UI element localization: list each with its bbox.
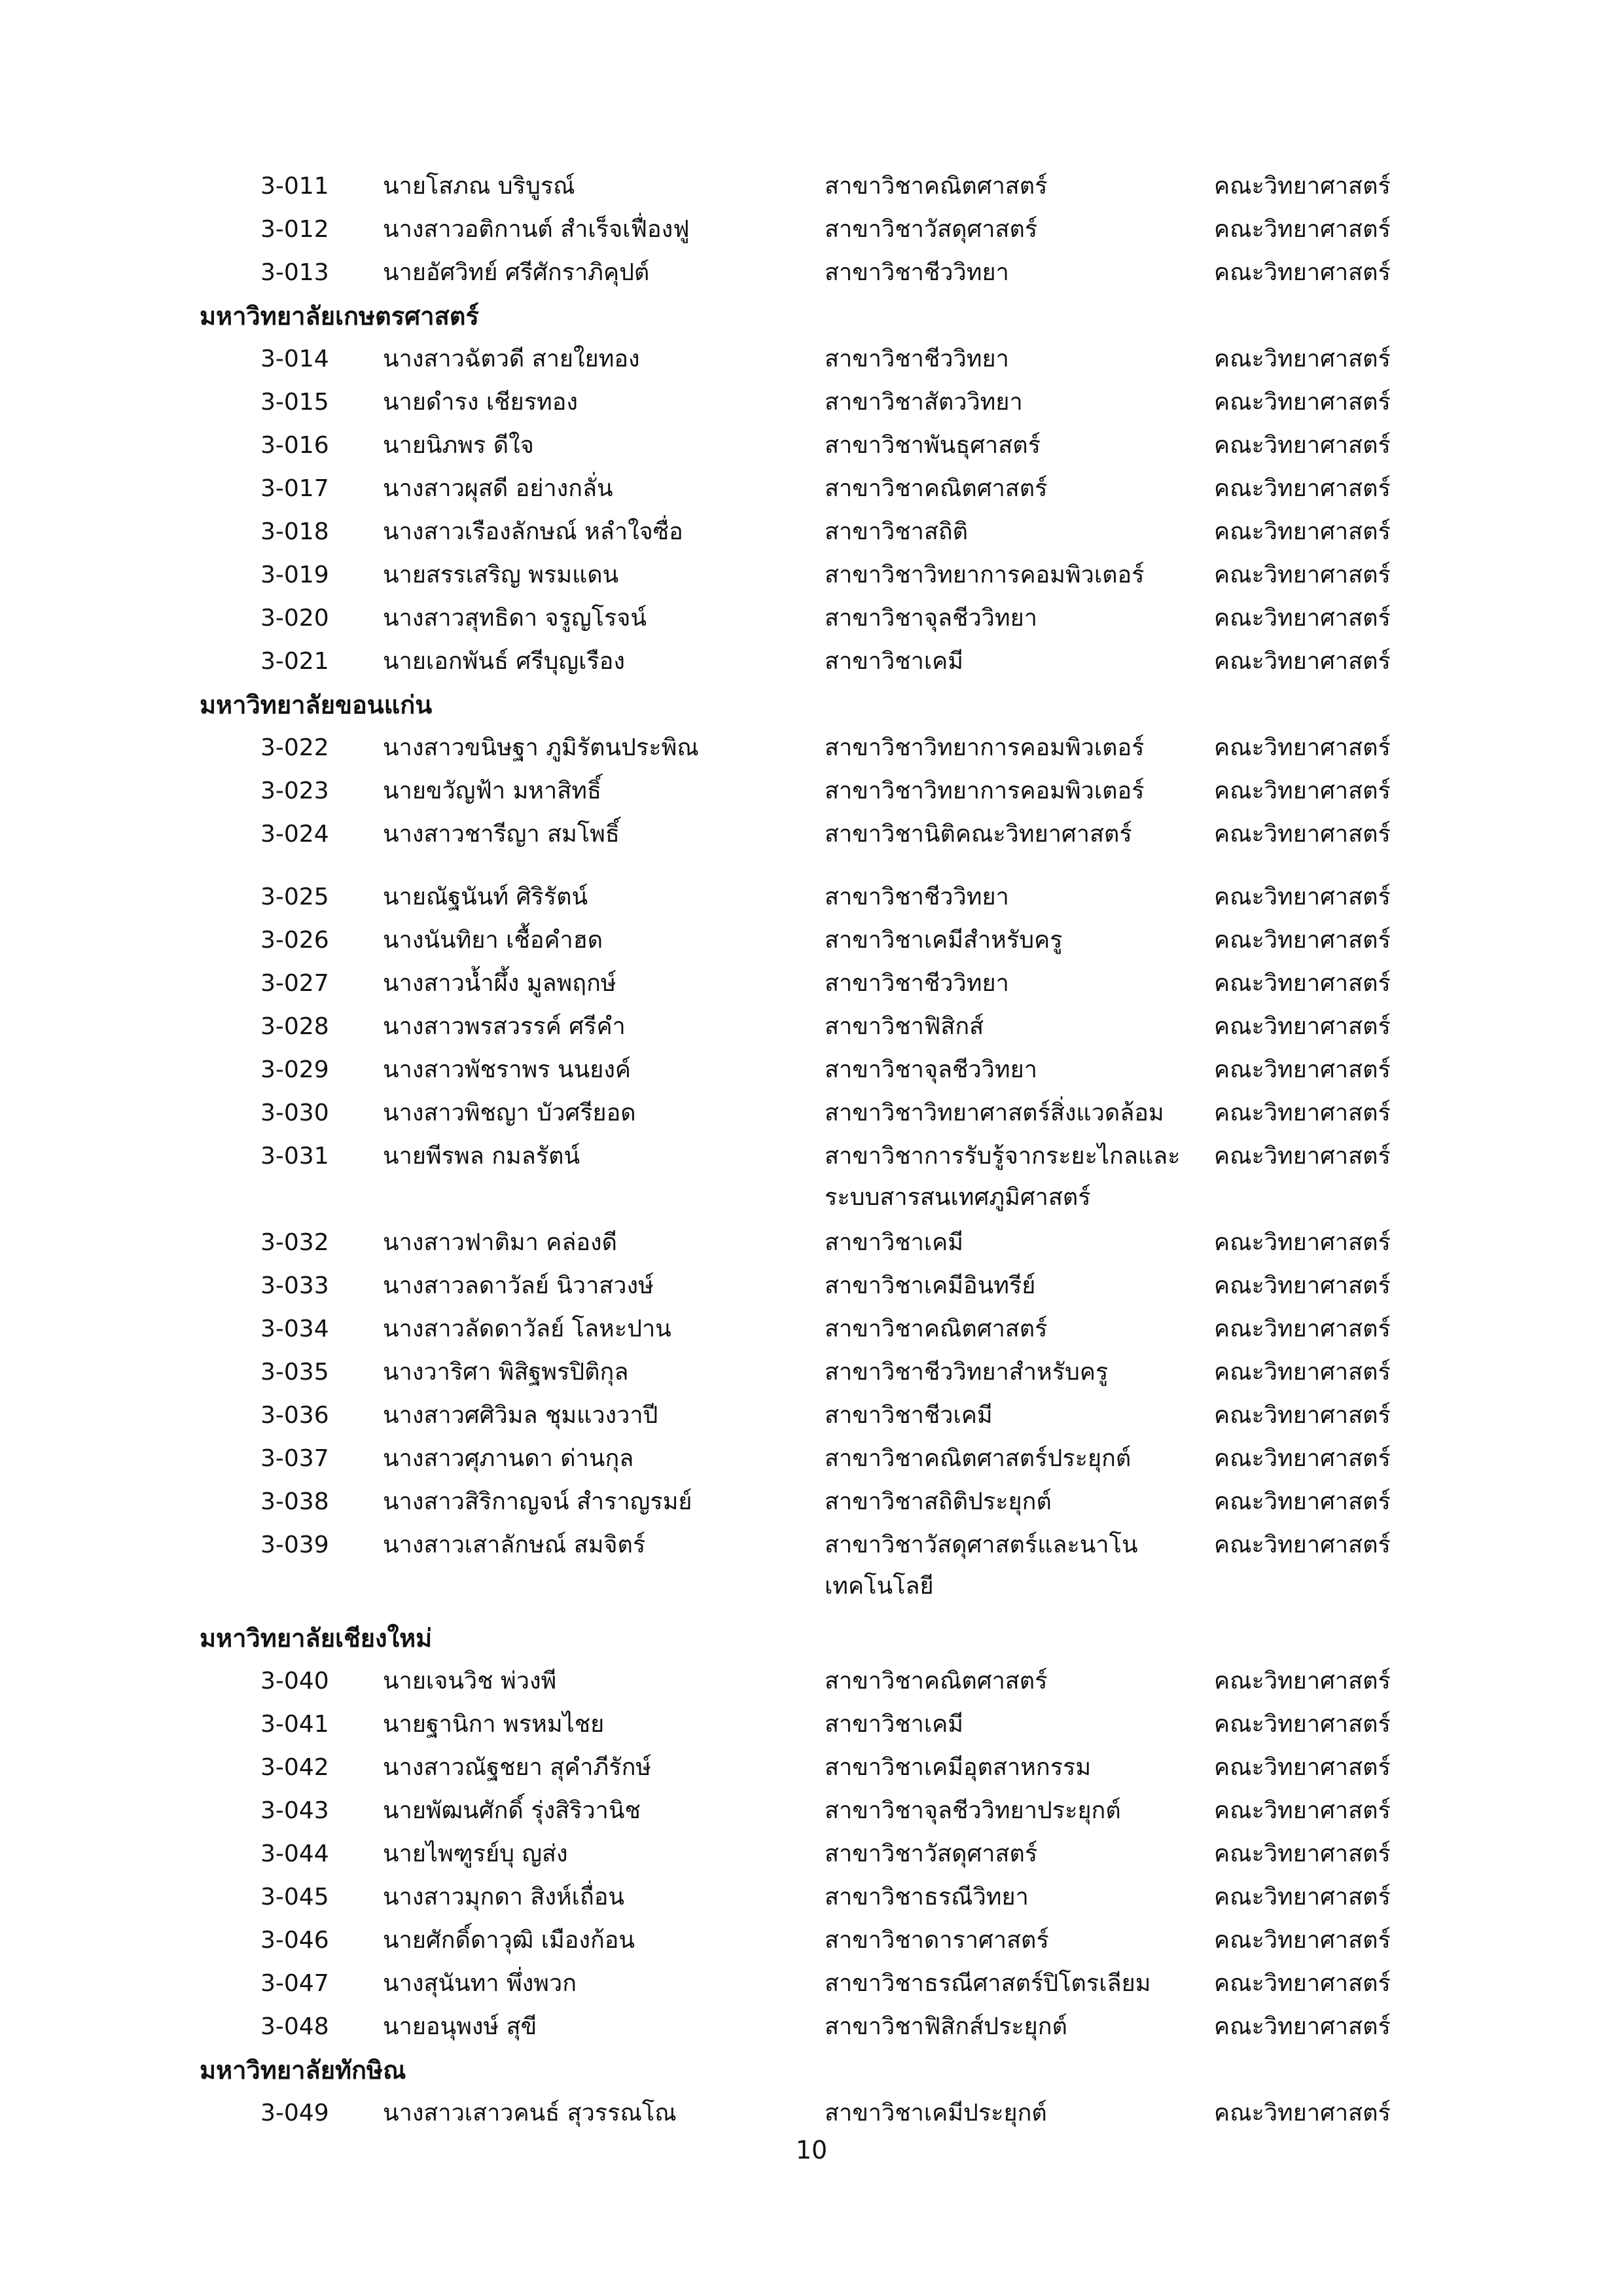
candidate-code: 3-023 bbox=[260, 778, 329, 804]
page-number: 10 bbox=[795, 2136, 828, 2164]
candidate-name: นายเอกพันธ์ ศรีบุญเรือง bbox=[383, 648, 625, 675]
faculty-name: คณะวิทยาศาสตร์ bbox=[1214, 1797, 1391, 1824]
candidate-code: 3-014 bbox=[260, 346, 329, 372]
candidate-name: นางสาวอติกานต์ สำเร็จเฟื่องฟู bbox=[383, 216, 690, 243]
university-heading: มหาวิทยาลัยทักษิณ bbox=[200, 2056, 406, 2085]
candidate-code: 3-039 bbox=[260, 1532, 329, 1558]
candidate-code: 3-030 bbox=[260, 1100, 329, 1126]
major-line-2: เทคโนโลยี bbox=[825, 1573, 934, 1600]
major-field bbox=[825, 921, 1063, 960]
candidate-code: 3-047 bbox=[260, 1970, 329, 1997]
candidate-code: 3-045 bbox=[260, 1884, 329, 1910]
candidate-code: 3-020 bbox=[260, 605, 329, 632]
roster-row bbox=[0, 1223, 1623, 1263]
roster-row bbox=[0, 1921, 1623, 1960]
candidate-name: นายฐานิกา พรหมไชย bbox=[383, 1711, 605, 1738]
faculty-name: คณะวิทยาศาสตร์ bbox=[1214, 821, 1391, 848]
major-line-1: สาขาวิชาชีววิทยา bbox=[825, 259, 1009, 286]
major-field bbox=[825, 1353, 1108, 1392]
candidate-code: 3-026 bbox=[260, 927, 329, 954]
candidate-name: นางสาวเสาวคนธ์ สุวรรณโณ bbox=[383, 2100, 677, 2126]
roster-row bbox=[0, 1094, 1623, 1133]
candidate-name: นางสาวผุสดี อย่างกลั่น bbox=[383, 475, 613, 502]
university-heading: มหาวิทยาลัยขอนแก่น bbox=[200, 691, 433, 719]
roster-row bbox=[0, 469, 1623, 509]
major-line-1: สาขาวิชาสถิติประยุกต์ bbox=[825, 1488, 1052, 1515]
major-line-1: สาขาวิชาเคมีอุตสาหกรรม bbox=[825, 1754, 1092, 1781]
major-line-1: สาขาวิชาดาราศาสตร์ bbox=[825, 1927, 1049, 1954]
faculty-name: คณะวิทยาศาสตร์ bbox=[1214, 1711, 1391, 1738]
faculty-name: คณะวิทยาศาสตร์ bbox=[1214, 2100, 1391, 2126]
major-field bbox=[825, 1094, 1164, 1133]
candidate-code: 3-025 bbox=[260, 884, 329, 910]
candidate-code: 3-017 bbox=[260, 475, 329, 502]
candidate-name: นายดำรง เชียรทอง bbox=[383, 389, 578, 416]
faculty-name: คณะวิทยาศาสตร์ bbox=[1214, 1229, 1391, 1256]
major-field bbox=[825, 2007, 1067, 2047]
major-line-1: สาขาวิชานิติคณะวิทยาศาสตร์ bbox=[825, 821, 1132, 848]
candidate-code: 3-046 bbox=[260, 1927, 329, 1954]
major-field bbox=[825, 1835, 1037, 1874]
roster-row bbox=[0, 556, 1623, 595]
candidate-name: นางสาวชารีญา สมโพธิ์ bbox=[383, 821, 620, 848]
candidate-code: 3-034 bbox=[260, 1316, 329, 1342]
candidate-name: นางสาวฉัตวดี สายใยทอง bbox=[383, 346, 640, 372]
candidate-code: 3-035 bbox=[260, 1359, 329, 1386]
major-line-1: สาขาวิชาเคมี bbox=[825, 648, 963, 675]
major-field bbox=[825, 469, 1048, 509]
roster-row bbox=[0, 1396, 1623, 1435]
major-field bbox=[825, 1223, 963, 1263]
roster-row bbox=[0, 383, 1623, 422]
candidate-name: นางนันทิยา เชื้อคำฮด bbox=[383, 927, 603, 954]
faculty-name: คณะวิทยาศาสตร์ bbox=[1214, 389, 1391, 416]
major-line-1: สาขาวิชาฟิสิกส์ bbox=[825, 1013, 984, 1040]
candidate-code: 3-036 bbox=[260, 1402, 329, 1429]
major-line-1: สาขาวิชาสถิติ bbox=[825, 518, 969, 545]
faculty-name: คณะวิทยาศาสตร์ bbox=[1214, 1840, 1391, 1867]
major-line-1: สาขาวิชาเคมีสำหรับครู bbox=[825, 927, 1063, 954]
candidate-code: 3-038 bbox=[260, 1488, 329, 1515]
roster-row bbox=[0, 1310, 1623, 1349]
roster-row bbox=[0, 1007, 1623, 1047]
major-field bbox=[825, 556, 1145, 595]
faculty-name: คณะวิทยาศาสตร์ bbox=[1214, 1013, 1391, 1040]
major-field bbox=[825, 253, 1009, 293]
roster-row bbox=[0, 1353, 1623, 1392]
roster-row bbox=[0, 599, 1623, 638]
faculty-name: คณะวิทยาศาสตร์ bbox=[1214, 518, 1391, 545]
major-field bbox=[825, 1266, 1035, 1306]
candidate-code: 3-049 bbox=[260, 2100, 329, 2126]
major-field bbox=[825, 772, 1145, 811]
candidate-code: 3-011 bbox=[260, 173, 329, 200]
faculty-name: คณะวิทยาศาสตร์ bbox=[1214, 970, 1391, 997]
faculty-name: คณะวิทยาศาสตร์ bbox=[1214, 216, 1391, 243]
candidate-code: 3-027 bbox=[260, 970, 329, 997]
candidate-name: นางสาวพัชราพร นนยงค์ bbox=[383, 1056, 632, 1083]
roster-row bbox=[0, 1705, 1623, 1744]
major-line-1: สาขาวิชาการรับรู้จากระยะไกลและ bbox=[825, 1143, 1181, 1170]
candidate-name: นายอนุพงษ์ สุขี bbox=[383, 2013, 537, 2040]
candidate-name: นายอัศวิทย์ ศรีศักราภิคุปต์ bbox=[383, 259, 650, 286]
major-field bbox=[825, 1396, 993, 1435]
major-line-1: สาขาวิชาวิทยาการคอมพิวเตอร์ bbox=[825, 562, 1145, 588]
major-line-1: สาขาวิชาพันธุศาสตร์ bbox=[825, 432, 1041, 459]
roster-row bbox=[0, 167, 1623, 206]
candidate-code: 3-043 bbox=[260, 1797, 329, 1824]
faculty-name: คณะวิทยาศาสตร์ bbox=[1214, 734, 1391, 761]
major-line-1: สาขาวิชาวัสดุศาสตร์และนาโน bbox=[825, 1532, 1138, 1558]
faculty-name: คณะวิทยาศาสตร์ bbox=[1214, 1143, 1391, 1170]
major-line-1: สาขาวิชาคณิตศาสตร์ bbox=[825, 1316, 1048, 1342]
major-line-1: สาขาวิชาคณิตศาสตร์ bbox=[825, 1668, 1048, 1695]
faculty-name: คณะวิทยาศาสตร์ bbox=[1214, 562, 1391, 588]
roster-row bbox=[0, 2007, 1623, 2047]
candidate-code: 3-040 bbox=[260, 1668, 329, 1695]
roster-row bbox=[0, 1482, 1623, 1522]
major-line-1: สาขาวิชาชีววิทยา bbox=[825, 970, 1009, 997]
major-field bbox=[825, 1748, 1091, 1787]
major-field bbox=[825, 1310, 1048, 1349]
major-field bbox=[825, 1964, 1150, 2003]
candidate-code: 3-033 bbox=[260, 1272, 329, 1299]
candidate-code: 3-041 bbox=[260, 1711, 329, 1738]
candidate-name: นางสาวฟาติมา คล่องดี bbox=[383, 1229, 617, 1256]
candidate-code: 3-048 bbox=[260, 2013, 329, 2040]
major-field bbox=[825, 1705, 963, 1744]
university-heading: มหาวิทยาลัยเชียงใหม่ bbox=[200, 1624, 433, 1653]
candidate-code: 3-024 bbox=[260, 821, 329, 848]
candidate-name: นายณัฐนันท์ ศิริรัตน์ bbox=[383, 884, 588, 910]
roster-row bbox=[0, 1662, 1623, 1701]
roster-row bbox=[0, 1526, 1623, 1600]
faculty-name: คณะวิทยาศาสตร์ bbox=[1214, 648, 1391, 675]
roster-row bbox=[0, 512, 1623, 552]
faculty-name: คณะวิทยาศาสตร์ bbox=[1214, 475, 1391, 502]
major-line-1: สาขาวิชาชีววิทยา bbox=[825, 884, 1009, 910]
candidate-code: 3-028 bbox=[260, 1013, 329, 1040]
major-line-1: สาขาวิชาเคมี bbox=[825, 1711, 963, 1738]
faculty-name: คณะวิทยาศาสตร์ bbox=[1214, 1445, 1391, 1472]
roster-row bbox=[0, 253, 1623, 293]
candidate-name: นางสาวน้ำผึ้ง มูลพฤกษ์ bbox=[383, 970, 616, 997]
faculty-name: คณะวิทยาศาสตร์ bbox=[1214, 1272, 1391, 1299]
roster-row bbox=[0, 2094, 1623, 2133]
candidate-code: 3-022 bbox=[260, 734, 329, 761]
roster-row bbox=[0, 1050, 1623, 1090]
roster-row bbox=[0, 1791, 1623, 1831]
candidate-name: นายโสภณ บริบูรณ์ bbox=[383, 173, 575, 200]
faculty-name: คณะวิทยาศาสตร์ bbox=[1214, 173, 1391, 200]
major-line-1: สาขาวิชาฟิสิกส์ประยุกต์ bbox=[825, 2013, 1067, 2040]
roster-row bbox=[0, 728, 1623, 768]
candidate-name: นายเจนวิช พ่วงพี bbox=[383, 1668, 557, 1695]
major-line-1: สาขาวิชาวัสดุศาสตร์ bbox=[825, 216, 1038, 243]
candidate-name: นายสรรเสริญ พรมแดน bbox=[383, 562, 619, 588]
roster-row bbox=[0, 1137, 1623, 1211]
major-field bbox=[825, 1050, 1037, 1090]
faculty-name: คณะวิทยาศาสตร์ bbox=[1214, 1927, 1391, 1954]
major-line-1: สาขาวิชาธรณีวิทยา bbox=[825, 1884, 1029, 1910]
candidate-name: นายนิภพร ดีใจ bbox=[383, 432, 534, 459]
candidate-name: นางสาวศุภานดา ด่านกุล bbox=[383, 1445, 634, 1472]
major-field bbox=[825, 426, 1041, 465]
major-line-1: สาขาวิชาเคมีประยุกต์ bbox=[825, 2100, 1047, 2126]
roster-row bbox=[0, 1964, 1623, 2003]
major-line-1: สาขาวิชาวิทยาการคอมพิวเตอร์ bbox=[825, 778, 1145, 804]
major-field bbox=[825, 1137, 1181, 1219]
candidate-name: นางสาวลดาวัลย์ นิวาสวงษ์ bbox=[383, 1272, 654, 1299]
major-field bbox=[825, 815, 1132, 854]
candidate-code: 3-021 bbox=[260, 648, 329, 675]
roster-row bbox=[0, 1835, 1623, 1874]
major-line-1: สาขาวิชาชีวเคมี bbox=[825, 1402, 993, 1429]
candidate-name: นางสาวลัดดาวัลย์ โลหะปาน bbox=[383, 1316, 671, 1342]
roster-row bbox=[0, 1878, 1623, 1917]
candidate-code: 3-031 bbox=[260, 1143, 329, 1170]
faculty-name: คณะวิทยาศาสตร์ bbox=[1214, 1970, 1391, 1997]
faculty-name: คณะวิทยาศาสตร์ bbox=[1214, 1668, 1391, 1695]
faculty-name: คณะวิทยาศาสตร์ bbox=[1214, 778, 1391, 804]
candidate-code: 3-015 bbox=[260, 389, 329, 416]
candidate-name: นางสาวศศิวิมล ชุมแวงวาปี bbox=[383, 1402, 658, 1429]
roster-row bbox=[0, 772, 1623, 811]
candidate-name: นางสาวสุทธิดา จรูญโรจน์ bbox=[383, 605, 647, 632]
major-line-1: สาขาวิชาจุลชีววิทยาประยุกต์ bbox=[825, 1797, 1121, 1824]
roster-row bbox=[0, 921, 1623, 960]
major-field bbox=[825, 728, 1145, 768]
major-line-1: สาขาวิชาจุลชีววิทยา bbox=[825, 1056, 1037, 1083]
major-line-1: สาขาวิชาสัตววิทยา bbox=[825, 389, 1023, 416]
candidate-name: นางสาวเสาลักษณ์ สมจิตร์ bbox=[383, 1532, 646, 1558]
candidate-code: 3-019 bbox=[260, 562, 329, 588]
faculty-name: คณะวิทยาศาสตร์ bbox=[1214, 1359, 1391, 1386]
roster-row bbox=[0, 426, 1623, 465]
major-line-1: สาขาวิชาคณิตศาสตร์ประยุกต์ bbox=[825, 1445, 1132, 1472]
major-line-1: สาขาวิชาเคมีอินทรีย์ bbox=[825, 1272, 1036, 1299]
faculty-name: คณะวิทยาศาสตร์ bbox=[1214, 259, 1391, 286]
candidate-code: 3-013 bbox=[260, 259, 329, 286]
candidate-name: นางสาวพรสวรรค์ ศรีคำ bbox=[383, 1013, 626, 1040]
major-field bbox=[825, 642, 963, 681]
candidate-code: 3-029 bbox=[260, 1056, 329, 1083]
major-line-1: สาขาวิชาวิทยาการคอมพิวเตอร์ bbox=[825, 734, 1145, 761]
roster-row bbox=[0, 1748, 1623, 1787]
roster-row bbox=[0, 1439, 1623, 1479]
major-field bbox=[825, 964, 1009, 1003]
roster-row bbox=[0, 878, 1623, 917]
candidate-name: นางสาวสิริกาญจน์ สำราญรมย์ bbox=[383, 1488, 692, 1515]
major-line-1: สาขาวิชาชีววิทยา bbox=[825, 346, 1009, 372]
major-field bbox=[825, 512, 968, 552]
candidate-name: นางสาวณัฐชยา สุคำภีรักษ์ bbox=[383, 1754, 652, 1781]
candidate-code: 3-042 bbox=[260, 1754, 329, 1781]
major-line-1: สาขาวิชาคณิตศาสตร์ bbox=[825, 475, 1048, 502]
candidate-code: 3-018 bbox=[260, 518, 329, 545]
roster-row bbox=[0, 340, 1623, 379]
major-field bbox=[825, 1482, 1052, 1522]
candidate-code: 3-012 bbox=[260, 216, 329, 243]
candidate-name: นายพัฒนศักดิ์ รุ่งสิริวานิช bbox=[383, 1797, 641, 1824]
roster-row bbox=[0, 642, 1623, 681]
faculty-name: คณะวิทยาศาสตร์ bbox=[1214, 1488, 1391, 1515]
major-field bbox=[825, 340, 1009, 379]
major-field bbox=[825, 599, 1037, 638]
candidate-name: นายศักดิ์ดาวุฒิ เมืองก้อน bbox=[383, 1927, 635, 1954]
major-field bbox=[825, 1526, 1138, 1608]
faculty-name: คณะวิทยาศาสตร์ bbox=[1214, 884, 1391, 910]
major-field bbox=[825, 167, 1048, 206]
candidate-name: นางวาริศา พิสิฐพรปิติกุล bbox=[383, 1359, 629, 1386]
major-line-1: สาขาวิชาเคมี bbox=[825, 1229, 963, 1256]
major-line-2: ระบบสารสนเทศภูมิศาสตร์ bbox=[825, 1184, 1091, 1211]
faculty-name: คณะวิทยาศาสตร์ bbox=[1214, 2013, 1391, 2040]
major-field bbox=[825, 1007, 984, 1047]
major-field bbox=[825, 1921, 1049, 1960]
major-field bbox=[825, 878, 1009, 917]
university-heading: มหาวิทยาลัยเกษตรศาสตร์ bbox=[200, 302, 479, 331]
major-line-1: สาขาวิชาคณิตศาสตร์ bbox=[825, 173, 1048, 200]
faculty-name: คณะวิทยาศาสตร์ bbox=[1214, 927, 1391, 954]
major-line-1: สาขาวิชาจุลชีววิทยา bbox=[825, 605, 1037, 632]
major-field bbox=[825, 1439, 1131, 1479]
faculty-name: คณะวิทยาศาสตร์ bbox=[1214, 1402, 1391, 1429]
faculty-name: คณะวิทยาศาสตร์ bbox=[1214, 1754, 1391, 1781]
roster-row bbox=[0, 210, 1623, 249]
major-line-1: สาขาวิชาวัสดุศาสตร์ bbox=[825, 1840, 1038, 1867]
major-field bbox=[825, 2094, 1047, 2133]
faculty-name: คณะวิทยาศาสตร์ bbox=[1214, 605, 1391, 632]
roster-row bbox=[0, 1266, 1623, 1306]
candidate-name: นางสาวขนิษฐา ภูมิรัตนประพิณ bbox=[383, 734, 699, 761]
major-line-1: สาขาวิชาธรณีศาสตร์ปิโตรเลียม bbox=[825, 1970, 1151, 1997]
candidate-code: 3-032 bbox=[260, 1229, 329, 1256]
candidate-code: 3-037 bbox=[260, 1445, 329, 1472]
candidate-name: นายขวัญฟ้า มหาสิทธิ์ bbox=[383, 778, 601, 804]
candidate-name: นายไพฑูรย์บุ ญส่ง bbox=[383, 1840, 568, 1867]
faculty-name: คณะวิทยาศาสตร์ bbox=[1214, 1056, 1391, 1083]
major-line-1: สาขาวิชาวิทยาศาสตร์สิ่งแวดล้อม bbox=[825, 1100, 1164, 1126]
faculty-name: คณะวิทยาศาสตร์ bbox=[1214, 346, 1391, 372]
faculty-name: คณะวิทยาศาสตร์ bbox=[1214, 1100, 1391, 1126]
major-field bbox=[825, 1878, 1029, 1917]
major-line-1: สาขาวิชาชีววิทยาสำหรับครู bbox=[825, 1359, 1109, 1386]
candidate-name: นางสาวเรืองลักษณ์ หลำใจซื่อ bbox=[383, 518, 683, 545]
roster-row bbox=[0, 964, 1623, 1003]
faculty-name: คณะวิทยาศาสตร์ bbox=[1214, 432, 1391, 459]
major-field bbox=[825, 1791, 1121, 1831]
major-field bbox=[825, 383, 1023, 422]
candidate-name: นางสาวพิชญา บัวศรียอด bbox=[383, 1100, 636, 1126]
candidate-name: นางสาวมุกดา สิงห์เถื่อน bbox=[383, 1884, 624, 1910]
faculty-name: คณะวิทยาศาสตร์ bbox=[1214, 1884, 1391, 1910]
roster-row bbox=[0, 815, 1623, 854]
major-field bbox=[825, 1662, 1048, 1701]
candidate-code: 3-016 bbox=[260, 432, 329, 459]
faculty-name: คณะวิทยาศาสตร์ bbox=[1214, 1316, 1391, 1342]
candidate-name: นางสุนันทา พึ่งพวก bbox=[383, 1970, 577, 1997]
major-field bbox=[825, 210, 1037, 249]
faculty-name: คณะวิทยาศาสตร์ bbox=[1214, 1532, 1391, 1558]
candidate-name: นายพีรพล กมลรัตน์ bbox=[383, 1143, 580, 1170]
candidate-code: 3-044 bbox=[260, 1840, 329, 1867]
